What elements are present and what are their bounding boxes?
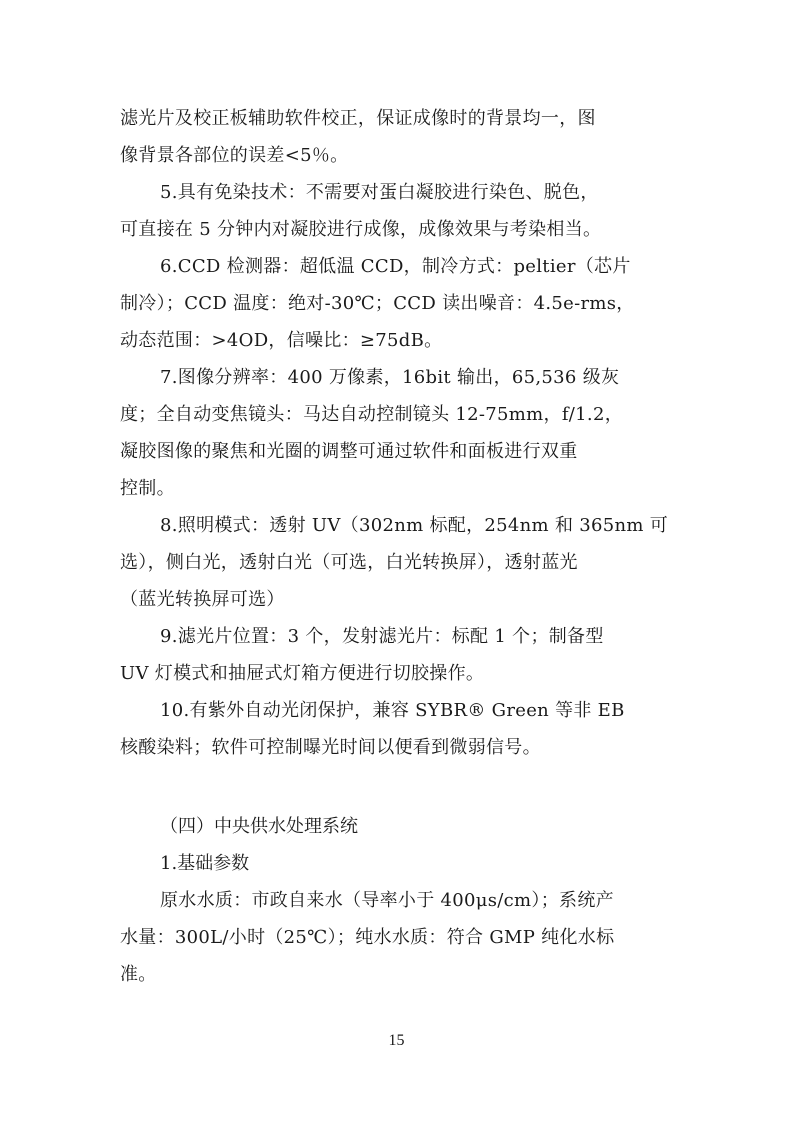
text-line: 制冷）；CCD 温度：绝对-30℃；CCD 读出噪音：4.5e-rms， <box>120 293 635 314</box>
text-line: 滤光片及校正板辅助软件校正，保证成像时的背景均一，图 <box>120 108 596 129</box>
text-line: 选），侧白光，透射白光（可选，白光转换屏），透射蓝光 <box>120 552 578 573</box>
text-line: 9.滤光片位置：3 个，发射滤光片：标配 1 个；制备型 <box>160 626 604 647</box>
text-line: 动态范围：>4OD，信噪比：≥75dB。 <box>120 330 443 351</box>
text-line: 7.图像分辨率：400 万像素，16bit 输出，65,536 级灰 <box>160 367 620 388</box>
text-line: 度；全自动变焦镜头：马达自动控制镜头 12-75mm，f/1.2， <box>120 404 623 425</box>
text-line: 准。 <box>120 964 157 985</box>
text-line: 控制。 <box>120 478 175 499</box>
text-line: 6.CCD 检测器：超低温 CCD，制冷方式：peltier（芯片 <box>160 256 631 277</box>
text-line: 10.有紫外自动光闭保护，兼容 SYBR® Green 等非 EB <box>160 700 625 721</box>
section-heading: （四）中央供水处理系统 <box>160 816 358 837</box>
paragraph-item-6 <box>120 248 673 359</box>
text-line: 像背景各部位的误差<5％。 <box>120 145 349 166</box>
text-line: 核酸染料；软件可控制曝光时间以便看到微弱信号。 <box>120 737 541 758</box>
paragraph-item-7 <box>120 359 673 507</box>
paragraph-item-8 <box>120 507 673 618</box>
text-line: 原水水质：市政自来水（导率小于 400μs/cm）；系统产 <box>160 890 614 911</box>
text-line: 5.具有免染技术：不需要对蛋白凝胶进行染色、脱色， <box>160 182 599 203</box>
text-line: （蓝光转换屏可选） <box>120 589 285 610</box>
paragraph-item-9 <box>120 618 673 692</box>
paragraph-water-parameters <box>120 882 673 993</box>
text-line: 水量：300L/小时（25℃）；纯水水质：符合 GMP 纯化水标 <box>120 927 615 948</box>
page-number: 15 <box>388 1032 405 1049</box>
paragraph-item-5 <box>120 174 673 248</box>
text-line: 凝胶图像的聚焦和光圈的调整可通过软件和面板进行双重 <box>120 441 578 462</box>
paragraph-filter-correction <box>120 100 673 174</box>
section-subheading: 1.基础参数 <box>160 853 250 874</box>
text-line: UV 灯模式和抽屉式灯箱方便进行切胶操作。 <box>120 663 485 684</box>
text-line: 可直接在 5 分钟内对凝胶进行成像，成像效果与考染相当。 <box>120 219 602 240</box>
text-line: 8.照明模式：透射 UV（302nm 标配，254nm 和 365nm 可 <box>160 515 669 536</box>
paragraph-item-10 <box>120 692 673 766</box>
